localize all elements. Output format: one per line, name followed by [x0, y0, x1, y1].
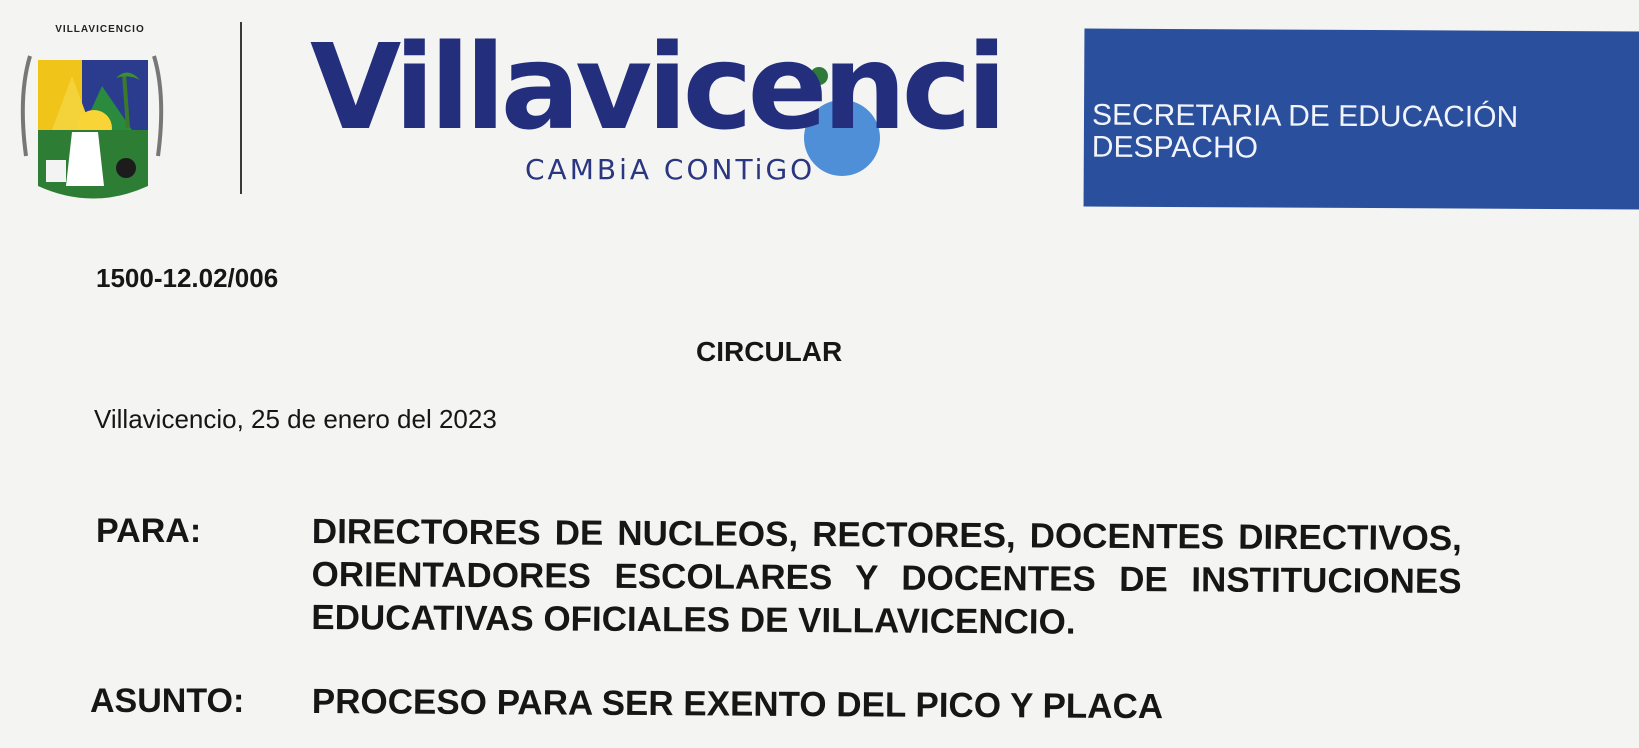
reference-number: 1500-12.02/006: [96, 263, 279, 293]
coat-of-arms-icon: [12, 36, 172, 206]
villavicencio-logo: [310, 18, 1002, 198]
banner-department: SECRETARIA DE EDUCACIÓN: [1091, 98, 1519, 134]
crest-caption: VILLAVICENCIO: [55, 24, 145, 35]
logo-wordmark: Villavicenci: [310, 18, 1002, 156]
banner-office: DESPACHO: [1091, 130, 1259, 165]
logo-slogan: CAMBiA CONTiGO: [525, 153, 816, 186]
header-divider: [240, 22, 242, 194]
to-label: PARA:: [96, 512, 202, 550]
city-crest: [12, 18, 172, 198]
subject-label: ASUNTO:: [90, 682, 245, 720]
subject-text: PROCESO PARA SER EXENTO DEL PICO Y PLACA: [311, 682, 1164, 727]
document-date: Villavicencio, 25 de enero del 2023: [94, 404, 497, 434]
document-type: CIRCULAR: [696, 336, 843, 367]
to-recipients: DIRECTORES DE NUCLEOS, RECTORES, DOCENTES DIRECTIVOS, ORIENTADORES ESCOLARES Y DOCENTES DE INSTITUCIONES EDUCATIVAS OFICIALES DE VILLAVICENCIO.: [311, 511, 1462, 642]
department-banner: [1084, 29, 1639, 210]
